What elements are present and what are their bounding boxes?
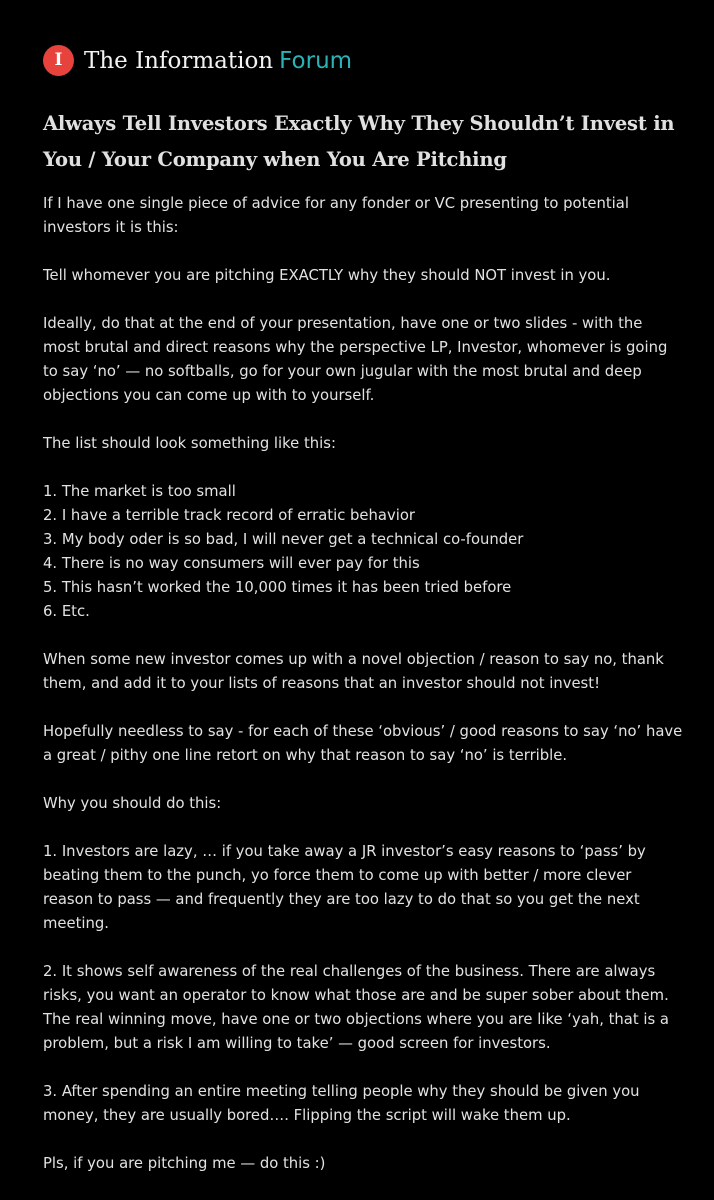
objection-item: 2. I have a terrible track record of erratic behavior: [43, 507, 415, 524]
site-header: [43, 45, 352, 76]
post-paragraph-novel: When some new investor comes up with a novel objection / reason to say no, thank them, and add it to your lists of reasons that an investor should not invest!: [43, 651, 664, 692]
post-paragraph-why-heading: Why you should do this:: [43, 795, 222, 812]
reason-item: 2. It shows self awareness of the real challenges of the business. There are always risks, you want an operator to know what those are and be super sober about them. The real winning move, have one or two objections where you are like ‘yah, that is a problem, but a risk I am willing to take’ — good screen for investors.: [43, 963, 669, 1052]
the-information-logo-icon[interactable]: [43, 45, 74, 76]
objection-list: [43, 480, 683, 624]
post-title: Always Tell Investors Exactly Why They Shouldn’t Invest in You / Your Company when You Are Pitching: [43, 112, 675, 171]
post-paragraph-list-intro: The list should look something like this:: [43, 435, 336, 452]
reason-item: 1. Investors are lazy, … if you take away a JR investor’s easy reasons to ‘pass’ by beating them to the punch, yo force them to come up with better / more clever reason to pass — and frequently they are too lazy to do that so you get the next meeting.: [43, 843, 646, 932]
post-paragraph-needless: Hopefully needless to say - for each of these ‘obvious’ / good reasons to say ‘no’ have a great / pithy one line retort on why that reason to say ‘no’ is terrible.: [43, 723, 683, 764]
brand-name: The Information: [84, 48, 274, 74]
post-paragraph-intro: If I have one single piece of advice for any fonder or VC presenting to potential investors it is this:: [43, 195, 629, 236]
objection-item: 1. The market is too small: [43, 483, 236, 500]
objection-item: 6. Etc.: [43, 603, 90, 620]
logo-glyph: I: [54, 50, 63, 70]
post-paragraph-tell: Tell whomever you are pitching EXACTLY why they should NOT invest in you.: [43, 267, 611, 284]
objection-item: 3. My body oder is so bad, I will never get a technical co-founder: [43, 531, 524, 548]
reason-item: 3. After spending an entire meeting telling people why they should be given you money, they are usually bored…. Flipping the script will wake them up.: [43, 1083, 640, 1124]
brand-wordmark[interactable]: [84, 45, 352, 76]
objection-item: 5. This hasn’t worked the 10,000 times it has been tried before: [43, 579, 512, 596]
post-paragraph-ideally: Ideally, do that at the end of your presentation, have one or two slides - with the most brutal and direct reasons why the perspective LP, Investor, whomever is going to say ‘no’ — no softballs, go for your own jugular with the most brutal and deep objections you can come up with to yourself.: [43, 315, 668, 404]
objection-item: 4. There is no way consumers will ever pay for this: [43, 555, 420, 572]
post-body: [43, 192, 683, 1200]
post-paragraph-closing: Pls, if you are pitching me — do this :): [43, 1155, 326, 1172]
brand-forum-label: Forum: [279, 48, 353, 74]
